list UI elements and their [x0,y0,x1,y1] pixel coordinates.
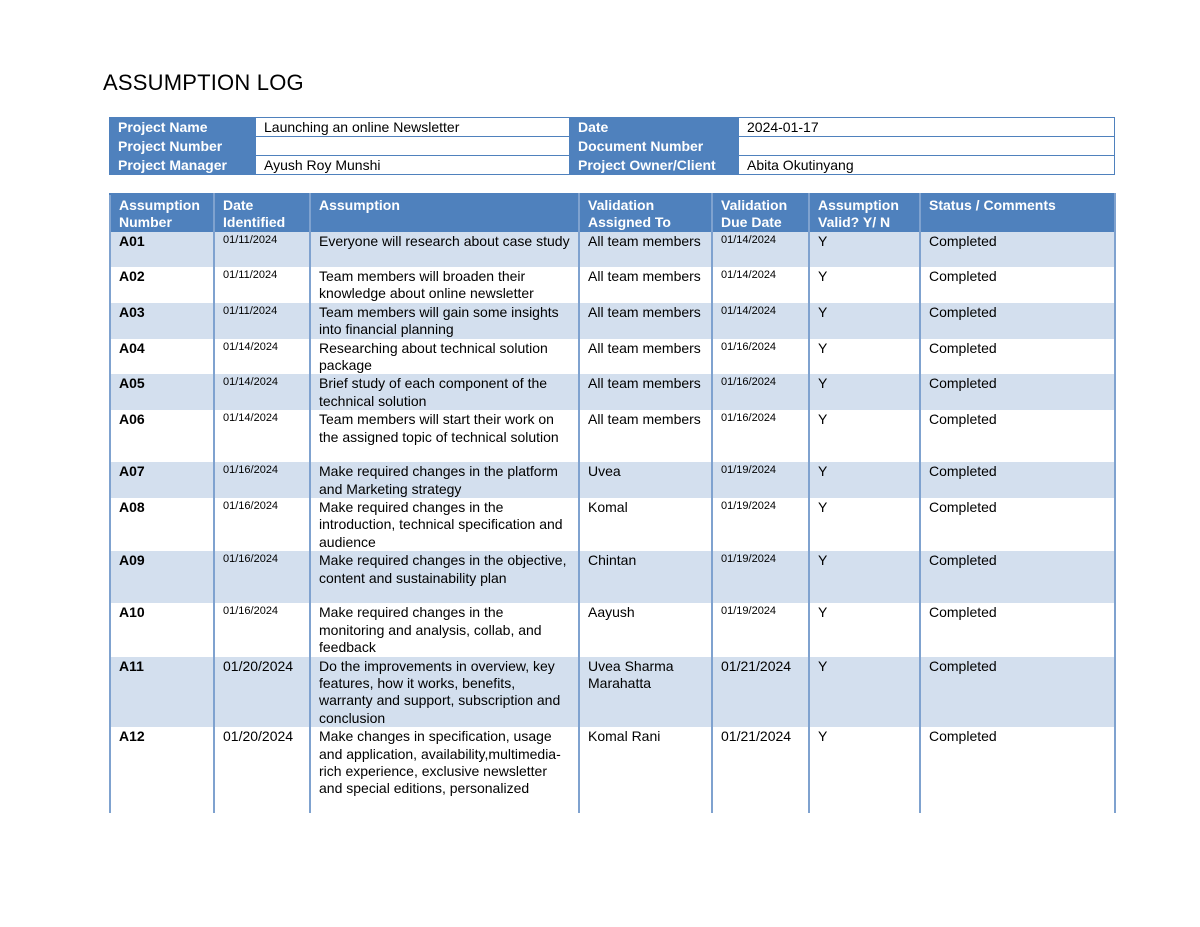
assumption-text-cell: Make required changes in the introduction, technical specification and audience [310,498,579,551]
project-owner-label: Project Owner/Client [570,156,739,175]
table-row [110,374,1115,410]
column-header-assumption-valid: Assumption Valid? Y/ N [809,194,920,232]
project-owner-value: Abita Okutinyang [739,156,1115,175]
validation-assigned-to-cell: Komal [579,498,712,551]
status-comments-cell: Completed [920,303,1115,339]
column-header-status-comments: Status / Comments [920,194,1115,232]
project-manager-label: Project Manager [110,156,256,175]
assumption-number-cell: A07 [110,462,214,498]
assumption-number-cell: A04 [110,339,214,375]
assumption-valid-cell: Y [809,339,920,375]
column-header-date-identified: Date Identified [214,194,310,232]
assumption-text-cell: Brief study of each component of the technical solution [310,374,579,410]
validation-due-date-cell: 01/21/2024 [712,727,809,813]
assumption-text-cell: Make changes in specification, usage and application, availability,multimedia-rich experience, exclusive newsletter and special editions, personalized [310,727,579,813]
table-row [110,498,1115,551]
assumption-text-cell: Team members will start their work on the assigned topic of technical solution [310,410,579,462]
status-comments-cell: Completed [920,657,1115,728]
assumption-text-cell: Make required changes in the platform and Marketing strategy [310,462,579,498]
validation-assigned-to-cell: All team members [579,303,712,339]
date-identified-cell: 01/20/2024 [214,657,310,728]
assumption-text-cell: Do the improvements in overview, key features, how it works, benefits, warranty and support, subscription and conclusion [310,657,579,728]
validation-assigned-to-cell: Chintan [579,551,712,603]
date-identified-cell: 01/11/2024 [214,267,310,303]
page-title: ASSUMPTION LOG [103,70,304,95]
document-number-label: Document Number [570,137,739,156]
assumption-text-cell: Researching about technical solution package [310,339,579,375]
validation-due-date-cell: 01/14/2024 [712,303,809,339]
project-info-table [109,117,1115,175]
date-label: Date [570,118,739,137]
validation-due-date-cell: 01/19/2024 [712,498,809,551]
table-row [110,551,1115,603]
validation-due-date-cell: 01/19/2024 [712,551,809,603]
project-info-row [110,118,1115,137]
table-row [110,232,1115,267]
status-comments-cell: Completed [920,603,1115,656]
assumption-text-cell: Make required changes in the objective, content and sustainability plan [310,551,579,603]
date-identified-cell: 01/14/2024 [214,339,310,375]
assumption-text-cell: Team members will gain some insights into financial planning [310,303,579,339]
assumption-valid-cell: Y [809,374,920,410]
project-info-row [110,156,1115,175]
assumption-log-table [109,193,1116,813]
status-comments-cell: Completed [920,410,1115,462]
column-header-assumption: Assumption [310,194,579,232]
project-manager-value: Ayush Roy Munshi [256,156,570,175]
validation-due-date-cell: 01/14/2024 [712,232,809,267]
validation-due-date-cell: 01/16/2024 [712,374,809,410]
date-identified-cell: 01/16/2024 [214,551,310,603]
validation-assigned-to-cell: Komal Rani [579,727,712,813]
assumption-number-cell: A03 [110,303,214,339]
assumption-number-cell: A01 [110,232,214,267]
validation-assigned-to-cell: All team members [579,267,712,303]
column-header-assumption-number: Assumption Number [110,194,214,232]
document-number-value [739,137,1115,156]
assumption-number-cell: A11 [110,657,214,728]
validation-due-date-cell: 01/21/2024 [712,657,809,728]
validation-assigned-to-cell: All team members [579,374,712,410]
table-body [110,232,1115,813]
assumption-valid-cell: Y [809,657,920,728]
validation-due-date-cell: 01/19/2024 [712,603,809,656]
table-row [110,410,1115,462]
assumption-valid-cell: Y [809,232,920,267]
assumption-number-cell: A02 [110,267,214,303]
assumption-valid-cell: Y [809,410,920,462]
date-identified-cell: 01/11/2024 [214,232,310,267]
status-comments-cell: Completed [920,551,1115,603]
assumption-text-cell: Team members will broaden their knowledge about online newsletter [310,267,579,303]
project-info-row [110,137,1115,156]
status-comments-cell: Completed [920,727,1115,813]
table-row [110,462,1115,498]
validation-due-date-cell: 01/16/2024 [712,339,809,375]
assumption-number-cell: A09 [110,551,214,603]
validation-due-date-cell: 01/19/2024 [712,462,809,498]
date-identified-cell: 01/14/2024 [214,374,310,410]
assumption-number-cell: A10 [110,603,214,656]
assumption-valid-cell: Y [809,727,920,813]
validation-assigned-to-cell: Uvea Sharma Marahatta [579,657,712,728]
validation-assigned-to-cell: All team members [579,339,712,375]
table-row [110,303,1115,339]
table-row [110,267,1115,303]
date-identified-cell: 01/16/2024 [214,603,310,656]
project-name-label: Project Name [110,118,256,137]
validation-assigned-to-cell: Aayush [579,603,712,656]
status-comments-cell: Completed [920,374,1115,410]
validation-assigned-to-cell: All team members [579,232,712,267]
table-row [110,339,1115,375]
validation-due-date-cell: 01/16/2024 [712,410,809,462]
assumption-valid-cell: Y [809,551,920,603]
status-comments-cell: Completed [920,498,1115,551]
assumption-valid-cell: Y [809,603,920,656]
date-identified-cell: 01/16/2024 [214,462,310,498]
date-identified-cell: 01/11/2024 [214,303,310,339]
assumption-text-cell: Make required changes in the monitoring and analysis, collab, and feedback [310,603,579,656]
assumption-valid-cell: Y [809,303,920,339]
table-row [110,727,1115,813]
table-row [110,657,1115,728]
status-comments-cell: Completed [920,462,1115,498]
validation-due-date-cell: 01/14/2024 [712,267,809,303]
project-name-value: Launching an online Newsletter [256,118,570,137]
assumption-number-cell: A12 [110,727,214,813]
date-identified-cell: 01/16/2024 [214,498,310,551]
project-number-label: Project Number [110,137,256,156]
date-identified-cell: 01/20/2024 [214,727,310,813]
status-comments-cell: Completed [920,232,1115,267]
assumption-number-cell: A06 [110,410,214,462]
table-header-row [110,194,1115,232]
validation-assigned-to-cell: Uvea [579,462,712,498]
column-header-validation-due-date: Validation Due Date [712,194,809,232]
assumption-valid-cell: Y [809,267,920,303]
validation-assigned-to-cell: All team members [579,410,712,462]
status-comments-cell: Completed [920,267,1115,303]
status-comments-cell: Completed [920,339,1115,375]
assumption-number-cell: A08 [110,498,214,551]
assumption-number-cell: A05 [110,374,214,410]
assumption-valid-cell: Y [809,498,920,551]
date-value: 2024-01-17 [739,118,1115,137]
assumption-text-cell: Everyone will research about case study [310,232,579,267]
project-number-value [256,137,570,156]
table-row [110,603,1115,656]
date-identified-cell: 01/14/2024 [214,410,310,462]
assumption-valid-cell: Y [809,462,920,498]
column-header-validation-assigned-to: Validation Assigned To [579,194,712,232]
